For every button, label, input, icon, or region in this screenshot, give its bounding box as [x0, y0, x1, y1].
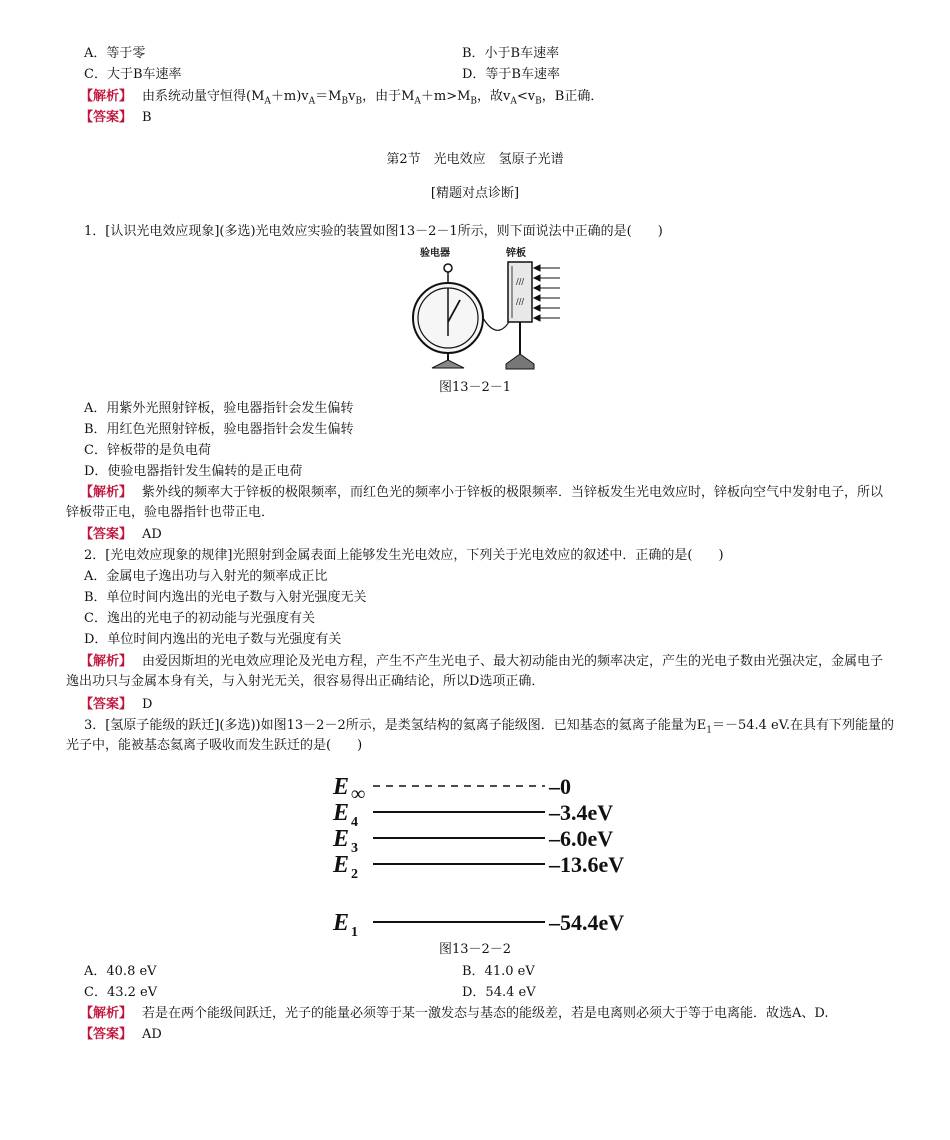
q2-stem: 2．[光电效应现象的规律]光照射到金属表面上能够发生光电效应，下列关于光电效应的叙述中．正确的是( ) — [84, 548, 724, 563]
q3-answer: 【答案】 AD — [80, 1027, 162, 1042]
q1-option-c: C．锌板带的是负电荷 — [84, 443, 211, 458]
q1-option-d: D．使验电器指针发生偏转的是正电荷 — [84, 464, 303, 479]
answer-tag: 【答案】 — [80, 697, 133, 712]
analysis-tag: 【解析】 — [80, 89, 133, 104]
q3-stem: 3．[氢原子能级的跃迁](多选))如图13－2－2所示，是类氢结构的氦离子能级图．已知基态的氦离子能量为$E_1=-54.4$ eV.在具有下列能量的光子中，能被基态氦离子吸收而发生跃迁的是( ) — [66, 718, 894, 753]
q1-caption: 图13－2－1 — [438, 380, 512, 395]
answer-tag: 【答案】 — [80, 527, 133, 542]
level-value: –3.4eV — [549, 800, 614, 825]
level-subscript: ∞ — [351, 783, 366, 805]
answer-tag: 【答案】 — [80, 1027, 133, 1042]
level-subscript: 4 — [351, 815, 358, 830]
energy-level-4 — [332, 852, 624, 882]
q1-option-a: A．用紫外光照射锌板，验电器指针会发生偏转 — [84, 401, 354, 416]
q3-analysis: 【解析】 若是在两个能级间跃迁，光子的能量必须等于某一激发态与基态的能级差，若是电离则必须大于等于电离能．故选A、D. — [80, 1006, 829, 1021]
level-symbol: E — [333, 852, 350, 878]
q1-stem: 1．[认识光电效应现象](多选)光电效应实验的装置如图13－2－1所示，则下面说法中正确的是( ) — [84, 224, 663, 239]
svg-text:///: /// — [516, 297, 525, 306]
q2-answer: 【答案】 D — [80, 697, 153, 712]
energy-level-1 — [332, 774, 571, 805]
q2-option-c: C．逸出的光电子的初动能与光强度有关 — [84, 611, 315, 626]
q3-option-c: C．43.2 eV — [84, 985, 158, 1000]
level-value: –6.0eV — [549, 826, 614, 851]
level-symbol: E — [333, 800, 350, 826]
analysis-tag: 【解析】 — [80, 485, 133, 500]
q1-figure-electroscope — [410, 244, 570, 374]
level-subscript: 2 — [351, 867, 358, 882]
q3-option-a: A．40.8 eV — [84, 964, 157, 979]
q2-option-d: D．单位时间内逸出的光电子数与光强度有关 — [84, 632, 342, 647]
analysis-tag: 【解析】 — [80, 1006, 133, 1021]
section-title: 第2节 光电效应 氢原子光谱 — [386, 152, 564, 167]
level-value: –54.4eV — [549, 910, 625, 935]
level-subscript: 3 — [351, 841, 358, 856]
prev-option-b: B．小于B车速率 — [462, 46, 560, 61]
fig-label-zinc: 锌板 — [506, 248, 526, 259]
prev-option-a: A．等于零 — [84, 46, 146, 61]
section-subtitle: [精题对点诊断] — [430, 186, 520, 201]
level-subscript: 1 — [351, 925, 358, 940]
q1-answer: 【答案】 AD — [80, 527, 162, 542]
prev-analysis: 【解析】 由系统动量守恒得$(M_A+m)v_A=M_Bv_B$，由于$M_A+m>M_B$，故$v_A<v_B$，B正确． — [80, 89, 604, 107]
prev-answer: 【答案】 B — [80, 110, 152, 125]
energy-level-diagram — [325, 762, 655, 940]
level-symbol: E — [333, 910, 350, 936]
analysis-tag: 【解析】 — [80, 654, 133, 669]
level-symbol: E — [333, 826, 350, 852]
q3-caption: 图13－2－2 — [438, 942, 512, 957]
q2-option-b: B．单位时间内逸出的光电子数与入射光强度无关 — [84, 590, 367, 605]
svg-text:///: /// — [516, 277, 525, 286]
q1-analysis: 【解析】 紫外线的频率大于锌板的极限频率，而红色光的频率小于锌板的极限频率．当锌板发生光电效应时，锌板向空气中发射电子，所以锌板带正电，验电器指针也带正电． — [66, 485, 884, 520]
q3-option-b: B．41.0 eV — [462, 964, 535, 979]
level-symbol: E — [333, 774, 350, 800]
q2-option-a: A．金属电子逸出功与入射光的频率成正比 — [84, 569, 328, 584]
q3-option-d: D．54.4 eV — [462, 985, 536, 1000]
prev-option-d: D．等于B车速率 — [462, 67, 560, 82]
q2-analysis: 【解析】 由爱因斯坦的光电效应理论及光电方程，产生不产生光电子、最大初动能由光的频率决定，产生的光电子数由光强决定，金属电子逸出功只与金属本身有关，与入射光无关，很容易得出正确结论，所以D选项正确． — [66, 654, 884, 689]
level-value: –13.6eV — [549, 852, 625, 877]
fig-label-electroscope: 验电器 — [420, 248, 450, 259]
answer-tag: 【答案】 — [80, 110, 133, 125]
q1-option-b: B．用红色光照射锌板，验电器指针会发生偏转 — [84, 422, 354, 437]
level-value: –0 — [549, 774, 571, 799]
prev-option-c: C．大于B车速率 — [84, 67, 182, 82]
energy-level-5 — [332, 910, 624, 940]
